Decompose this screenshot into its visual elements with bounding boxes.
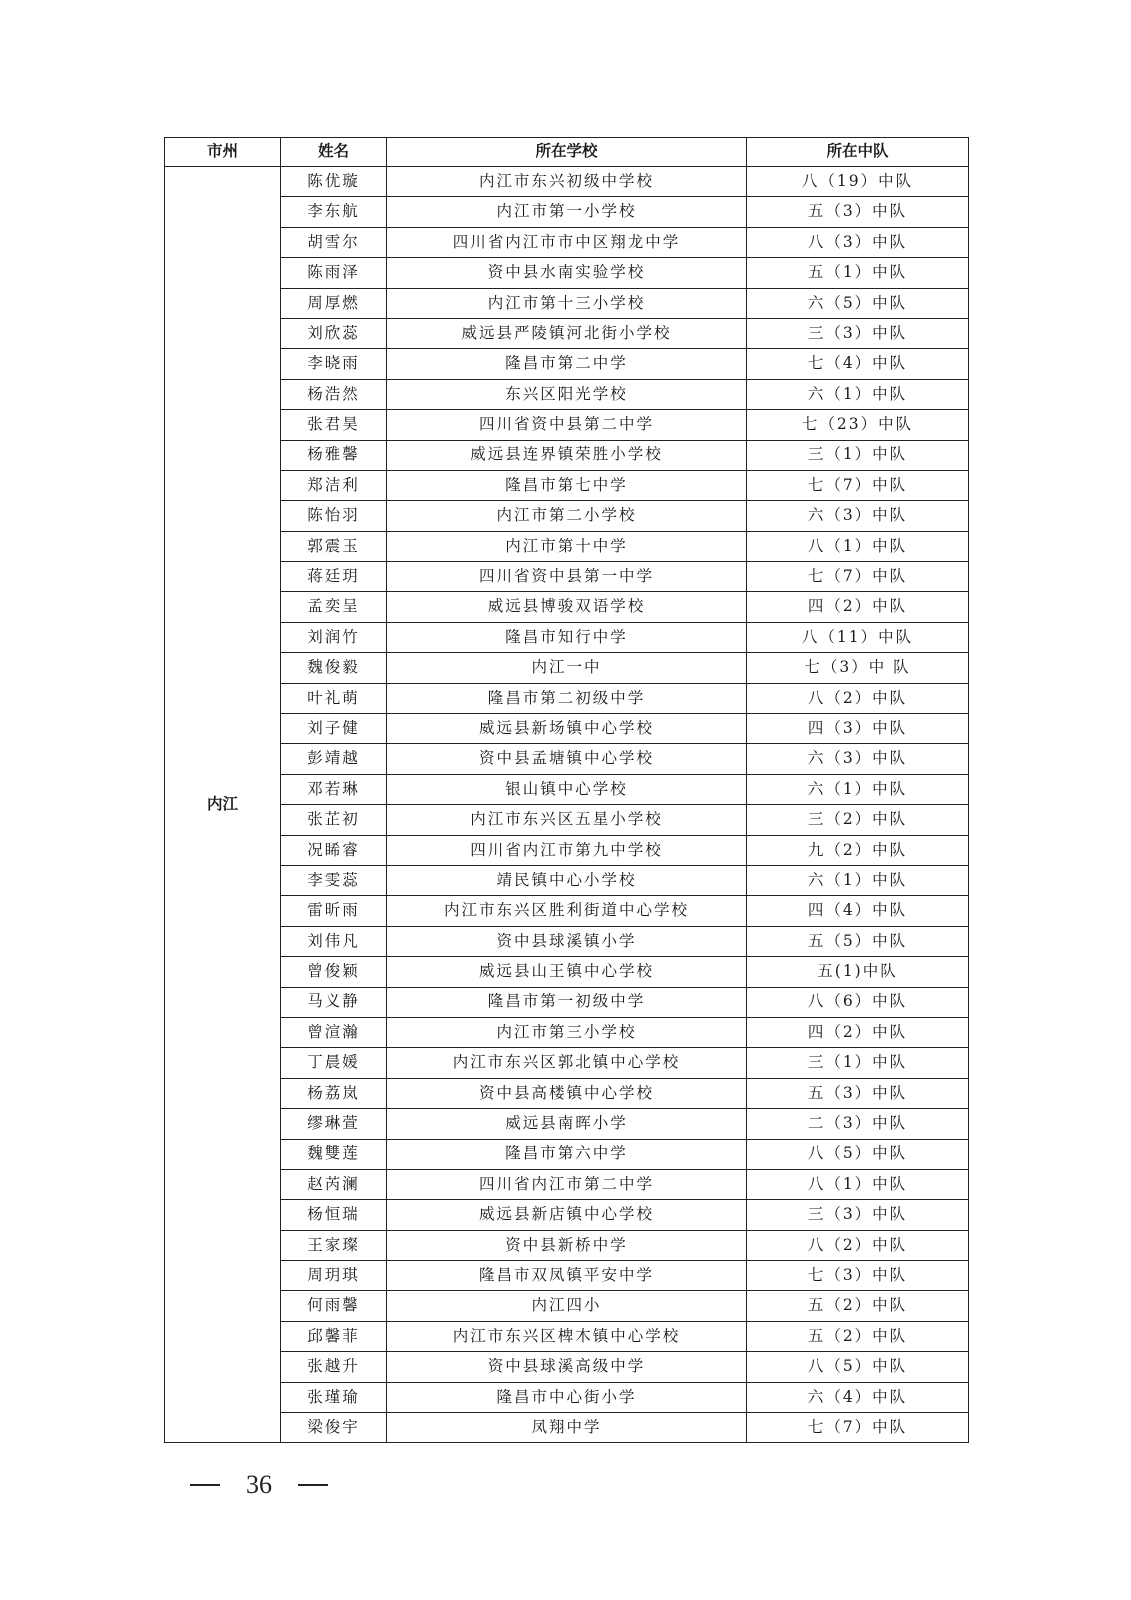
student-name-cell: 雷昕雨 — [281, 896, 387, 926]
table-row — [165, 1017, 969, 1047]
squad-cell: 五（5）中队 — [747, 926, 969, 956]
student-name-cell: 陈雨泽 — [281, 258, 387, 288]
student-name-cell: 胡雪尔 — [281, 227, 387, 257]
school-cell: 隆昌市第七中学 — [387, 470, 747, 500]
squad-cell: 三（2）中队 — [747, 805, 969, 835]
squad-cell: 六（1）中队 — [747, 379, 969, 409]
footer-dash-left — [190, 1484, 220, 1486]
squad-cell: 五（3）中队 — [747, 197, 969, 227]
squad-cell: 三（3）中队 — [747, 318, 969, 348]
table-row — [165, 1200, 969, 1230]
student-name-cell: 王家璨 — [281, 1230, 387, 1260]
table-row — [165, 987, 969, 1017]
school-cell: 威远县山王镇中心学校 — [387, 957, 747, 987]
student-name-cell: 张芷初 — [281, 805, 387, 835]
school-cell: 隆昌市第六中学 — [387, 1139, 747, 1169]
table-row — [165, 562, 969, 592]
table-row — [165, 318, 969, 348]
squad-cell: 四（2）中队 — [747, 592, 969, 622]
school-cell: 资中县高楼镇中心学校 — [387, 1078, 747, 1108]
student-name-cell: 曾渲瀚 — [281, 1017, 387, 1047]
squad-cell: 六（5）中队 — [747, 288, 969, 318]
student-name-cell: 邓若琳 — [281, 774, 387, 804]
student-name-cell: 张瑾瑜 — [281, 1382, 387, 1412]
school-cell: 资中县水南实验学校 — [387, 258, 747, 288]
table-row — [165, 1352, 969, 1382]
student-name-cell: 郭震玉 — [281, 531, 387, 561]
table-row — [165, 531, 969, 561]
table-row — [165, 410, 969, 440]
student-name-cell: 陈优璇 — [281, 167, 387, 197]
squad-cell: 四（2）中队 — [747, 1017, 969, 1047]
student-name-cell: 杨雅馨 — [281, 440, 387, 470]
school-cell: 靖民镇中心小学校 — [387, 865, 747, 895]
student-name-cell: 孟奕呈 — [281, 592, 387, 622]
squad-cell: 五（3）中队 — [747, 1078, 969, 1108]
squad-cell: 六（3）中队 — [747, 501, 969, 531]
school-cell: 内江市东兴区郭北镇中心学校 — [387, 1048, 747, 1078]
school-cell: 银山镇中心学校 — [387, 774, 747, 804]
school-cell: 隆昌市中心街小学 — [387, 1382, 747, 1412]
table-row — [165, 227, 969, 257]
table-row — [165, 258, 969, 288]
squad-cell: 八（1）中队 — [747, 531, 969, 561]
table-row — [165, 805, 969, 835]
squad-cell: 七（4）中队 — [747, 349, 969, 379]
school-cell: 内江市东兴区椑木镇中心学校 — [387, 1321, 747, 1351]
squad-cell: 六（1）中队 — [747, 865, 969, 895]
student-name-cell: 周玥琪 — [281, 1261, 387, 1291]
table-body — [165, 167, 969, 1443]
table-row — [165, 774, 969, 804]
school-cell: 内江市第一小学校 — [387, 197, 747, 227]
school-cell: 资中县新桥中学 — [387, 1230, 747, 1260]
school-cell: 东兴区阳光学校 — [387, 379, 747, 409]
student-name-cell: 郑洁利 — [281, 470, 387, 500]
header-squad: 所在中队 — [747, 138, 969, 167]
table-row — [165, 1109, 969, 1139]
student-name-cell: 李东航 — [281, 197, 387, 227]
squad-cell: 三（1）中队 — [747, 1048, 969, 1078]
table-row — [165, 683, 969, 713]
squad-cell: 八（5）中队 — [747, 1352, 969, 1382]
table-row — [165, 744, 969, 774]
school-cell: 四川省资中县第一中学 — [387, 562, 747, 592]
squad-cell: 八（2）中队 — [747, 1230, 969, 1260]
student-name-cell: 陈怡羽 — [281, 501, 387, 531]
school-cell: 隆昌市第一初级中学 — [387, 987, 747, 1017]
table-row — [165, 1261, 969, 1291]
school-cell: 隆昌市双凤镇平安中学 — [387, 1261, 747, 1291]
student-name-cell: 况睎睿 — [281, 835, 387, 865]
table-row — [165, 926, 969, 956]
table-row — [165, 440, 969, 470]
table-row — [165, 501, 969, 531]
table-row — [165, 1291, 969, 1321]
squad-cell: 七（23）中队 — [747, 410, 969, 440]
student-name-cell: 刘润竹 — [281, 622, 387, 652]
squad-cell: 二（3）中队 — [747, 1109, 969, 1139]
school-cell: 资中县孟塘镇中心学校 — [387, 744, 747, 774]
student-name-cell: 魏俊毅 — [281, 653, 387, 683]
squad-cell: 七（7）中队 — [747, 470, 969, 500]
school-cell: 内江市第十中学 — [387, 531, 747, 561]
squad-cell: 八（11）中队 — [747, 622, 969, 652]
table-row — [165, 714, 969, 744]
table-row — [165, 957, 969, 987]
student-name-cell: 张君昊 — [281, 410, 387, 440]
table-row — [165, 197, 969, 227]
table-row — [165, 1382, 969, 1412]
student-name-cell: 杨恒瑞 — [281, 1200, 387, 1230]
header-city: 市州 — [165, 138, 281, 167]
school-cell: 四川省资中县第二中学 — [387, 410, 747, 440]
squad-cell: 八（19）中队 — [747, 167, 969, 197]
student-name-cell: 缪琳萱 — [281, 1109, 387, 1139]
student-name-cell: 魏雙莲 — [281, 1139, 387, 1169]
squad-cell: 六（1）中队 — [747, 774, 969, 804]
student-name-cell: 丁晨媛 — [281, 1048, 387, 1078]
student-name-cell: 梁俊宇 — [281, 1413, 387, 1443]
table-row — [165, 653, 969, 683]
table-row — [165, 622, 969, 652]
table-row — [165, 865, 969, 895]
school-cell: 四川省内江市第二中学 — [387, 1169, 747, 1199]
table-row — [165, 470, 969, 500]
squad-cell: 八（1）中队 — [747, 1169, 969, 1199]
student-name-cell: 何雨馨 — [281, 1291, 387, 1321]
squad-cell: 八（5）中队 — [747, 1139, 969, 1169]
school-cell: 内江市第二小学校 — [387, 501, 747, 531]
table-row — [165, 1413, 969, 1443]
school-cell: 内江市东兴初级中学校 — [387, 167, 747, 197]
school-cell: 四川省内江市第九中学校 — [387, 835, 747, 865]
squad-cell: 六（4）中队 — [747, 1382, 969, 1412]
school-cell: 隆昌市第二初级中学 — [387, 683, 747, 713]
table-row — [165, 1230, 969, 1260]
student-name-cell: 马义静 — [281, 987, 387, 1017]
student-name-cell: 杨荔岚 — [281, 1078, 387, 1108]
student-name-cell: 刘子健 — [281, 714, 387, 744]
table-row — [165, 1169, 969, 1199]
school-cell: 资中县球溪高级中学 — [387, 1352, 747, 1382]
squad-cell: 九（2）中队 — [747, 835, 969, 865]
city-cell: 内江 — [165, 167, 281, 1443]
header-name: 姓名 — [281, 138, 387, 167]
student-name-cell: 张越升 — [281, 1352, 387, 1382]
table-row — [165, 379, 969, 409]
table-row — [165, 1139, 969, 1169]
squad-cell: 七（7）中队 — [747, 1413, 969, 1443]
table-row — [165, 167, 969, 197]
squad-cell: 八（6）中队 — [747, 987, 969, 1017]
table-row — [165, 896, 969, 926]
student-name-cell: 赵芮澜 — [281, 1169, 387, 1199]
squad-cell: 八（3）中队 — [747, 227, 969, 257]
school-cell: 内江市第十三小学校 — [387, 288, 747, 318]
school-cell: 威远县严陵镇河北街小学校 — [387, 318, 747, 348]
table-row — [165, 1078, 969, 1108]
school-cell: 威远县南晖小学 — [387, 1109, 747, 1139]
table-row — [165, 592, 969, 622]
student-name-cell: 邱馨菲 — [281, 1321, 387, 1351]
student-name-cell: 蒋廷玥 — [281, 562, 387, 592]
school-cell: 内江市第三小学校 — [387, 1017, 747, 1047]
table-row — [165, 1048, 969, 1078]
school-cell: 隆昌市知行中学 — [387, 622, 747, 652]
page-number: 36 — [246, 1470, 272, 1499]
school-cell: 威远县新场镇中心学校 — [387, 714, 747, 744]
student-name-cell: 刘伟凡 — [281, 926, 387, 956]
student-name-cell: 曾俊颖 — [281, 957, 387, 987]
school-cell: 凤翔中学 — [387, 1413, 747, 1443]
student-name-cell: 李雯蕊 — [281, 865, 387, 895]
squad-cell: 五（2）中队 — [747, 1321, 969, 1351]
student-name-cell: 刘欣蕊 — [281, 318, 387, 348]
table-header-row — [165, 138, 969, 167]
table-row — [165, 288, 969, 318]
honor-roster-table — [164, 137, 969, 1443]
page-footer — [190, 1470, 328, 1500]
squad-cell: 八（2）中队 — [747, 683, 969, 713]
school-cell: 威远县连界镇荣胜小学校 — [387, 440, 747, 470]
student-name-cell: 叶礼萌 — [281, 683, 387, 713]
squad-cell: 四（3）中队 — [747, 714, 969, 744]
squad-cell: 三（3）中队 — [747, 1200, 969, 1230]
student-name-cell: 杨浩然 — [281, 379, 387, 409]
school-cell: 资中县球溪镇小学 — [387, 926, 747, 956]
squad-cell: 七（3）中队 — [747, 1261, 969, 1291]
school-cell: 内江四小 — [387, 1291, 747, 1321]
school-cell: 四川省内江市市中区翔龙中学 — [387, 227, 747, 257]
school-cell: 内江市东兴区胜利街道中心学校 — [387, 896, 747, 926]
school-cell: 内江一中 — [387, 653, 747, 683]
squad-cell: 六（3）中队 — [747, 744, 969, 774]
student-name-cell: 李晓雨 — [281, 349, 387, 379]
squad-cell: 七（3）中 队 — [747, 653, 969, 683]
school-cell: 威远县博骏双语学校 — [387, 592, 747, 622]
header-school: 所在学校 — [387, 138, 747, 167]
squad-cell: 三（1）中队 — [747, 440, 969, 470]
squad-cell: 四（4）中队 — [747, 896, 969, 926]
squad-cell: 五(1)中队 — [747, 957, 969, 987]
school-cell: 隆昌市第二中学 — [387, 349, 747, 379]
school-cell: 内江市东兴区五星小学校 — [387, 805, 747, 835]
squad-cell: 五（2）中队 — [747, 1291, 969, 1321]
squad-cell: 五（1）中队 — [747, 258, 969, 288]
table-row — [165, 1321, 969, 1351]
table-row — [165, 349, 969, 379]
footer-dash-right — [298, 1484, 328, 1486]
squad-cell: 七（7）中队 — [747, 562, 969, 592]
table-row — [165, 835, 969, 865]
student-name-cell: 彭靖越 — [281, 744, 387, 774]
school-cell: 威远县新店镇中心学校 — [387, 1200, 747, 1230]
student-name-cell: 周厚燃 — [281, 288, 387, 318]
